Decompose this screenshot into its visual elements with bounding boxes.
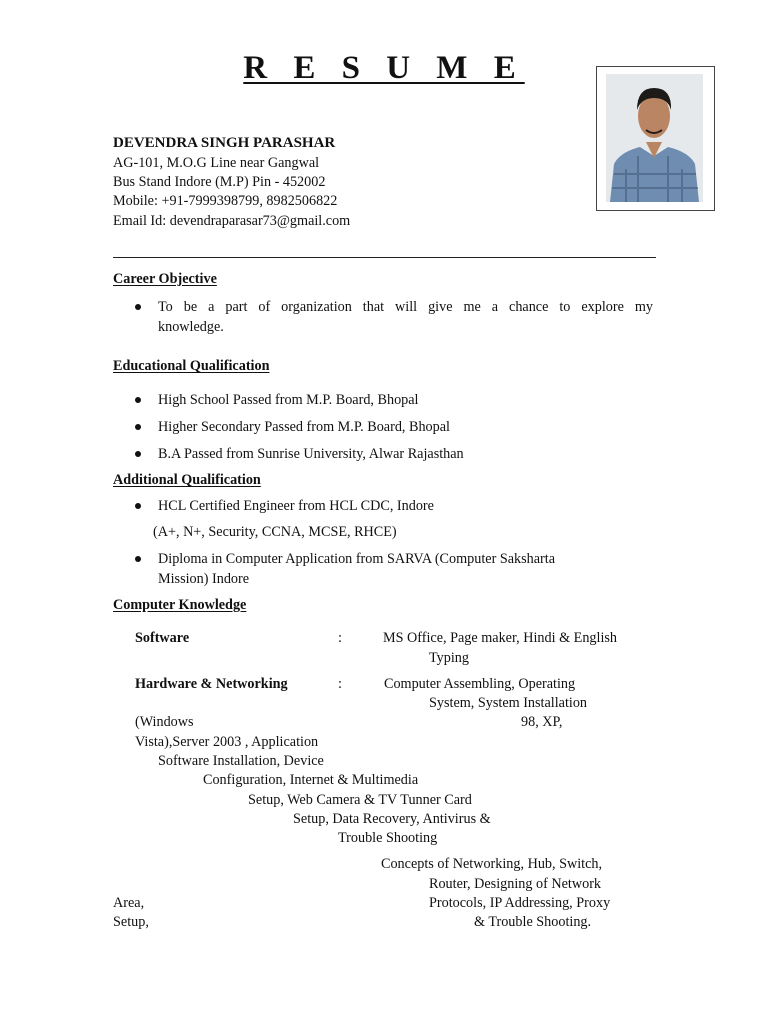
person-portrait-icon	[606, 74, 703, 202]
career-objective-heading: Career Objective	[113, 271, 217, 287]
additional-item-1-sub: (A+, N+, Security, CCNA, MCSE, RHCE)	[153, 524, 397, 540]
hardware-line: Trouble Shooting	[338, 830, 438, 846]
software-colon: :	[338, 630, 342, 646]
hardware-line: Vista),Server 2003 , Application	[135, 734, 319, 750]
hardware-line: Setup, Data Recovery, Antivirus &	[293, 811, 491, 827]
address-line-1: AG-101, M.O.G Line near Gangwal	[113, 155, 320, 171]
networking-line: Concepts of Networking, Hub, Switch,	[381, 856, 603, 872]
email-address: Email Id: devendraparasar73@gmail.com	[113, 213, 351, 229]
education-heading: Educational Qualification	[113, 358, 270, 374]
hardware-colon: :	[338, 676, 342, 692]
networking-line: Protocols, IP Addressing, Proxy	[429, 895, 611, 911]
address-line-2: Bus Stand Indore (M.P) Pin - 452002	[113, 174, 326, 190]
education-item: High School Passed from M.P. Board, Bhopal	[158, 392, 419, 408]
networking-line: Router, Designing of Network	[429, 876, 602, 892]
bullet-icon	[135, 397, 141, 403]
networking-line: Setup,	[113, 914, 149, 930]
profile-photo-frame	[596, 66, 715, 211]
candidate-name: DEVENDRA SINGH PARASHAR	[113, 135, 336, 151]
career-objective-line-2: knowledge.	[158, 319, 224, 335]
software-value-line-1: MS Office, Page maker, Hindi & English	[383, 630, 618, 646]
hardware-line: Configuration, Internet & Multimedia	[203, 772, 419, 788]
additional-item-2-line-2: Mission) Indore	[158, 571, 250, 587]
hardware-line: System, System Installation	[429, 695, 588, 711]
bullet-icon	[135, 503, 141, 509]
additional-item-1: HCL Certified Engineer from HCL CDC, Indore	[158, 498, 434, 514]
additional-qualification-heading: Additional Qualification	[113, 472, 261, 488]
hardware-line: Setup, Web Camera & TV Tunner Card	[248, 792, 472, 808]
career-objective-line-1: To be a part of organization that will give me a chance to explore my	[158, 299, 653, 315]
computer-knowledge-heading: Computer Knowledge	[113, 597, 247, 613]
mobile-number: Mobile: +91-7999398799, 8982506822	[113, 193, 338, 209]
networking-line: Area,	[113, 895, 145, 911]
hardware-line: Computer Assembling, Operating	[384, 676, 576, 692]
hardware-line: 98, XP,	[521, 714, 563, 730]
header-divider	[113, 257, 656, 258]
additional-item-2-line-1: Diploma in Computer Application from SARVA (Computer Saksharta	[158, 551, 555, 567]
profile-photo	[606, 74, 703, 202]
education-item: B.A Passed from Sunrise University, Alwar Rajasthan	[158, 446, 464, 462]
software-value-line-2: Typing	[429, 650, 469, 666]
education-item: Higher Secondary Passed from M.P. Board, Bhopal	[158, 419, 450, 435]
hardware-label: Hardware & Networking	[135, 676, 288, 692]
software-label: Software	[135, 630, 190, 646]
hardware-line: Software Installation, Device	[158, 753, 324, 769]
bullet-icon	[135, 451, 141, 457]
bullet-icon	[135, 556, 141, 562]
networking-line: & Trouble Shooting.	[474, 914, 592, 930]
title-text: R E S U M E	[243, 50, 525, 86]
bullet-icon	[135, 304, 141, 310]
hardware-line: (Windows	[135, 714, 194, 730]
bullet-icon	[135, 424, 141, 430]
